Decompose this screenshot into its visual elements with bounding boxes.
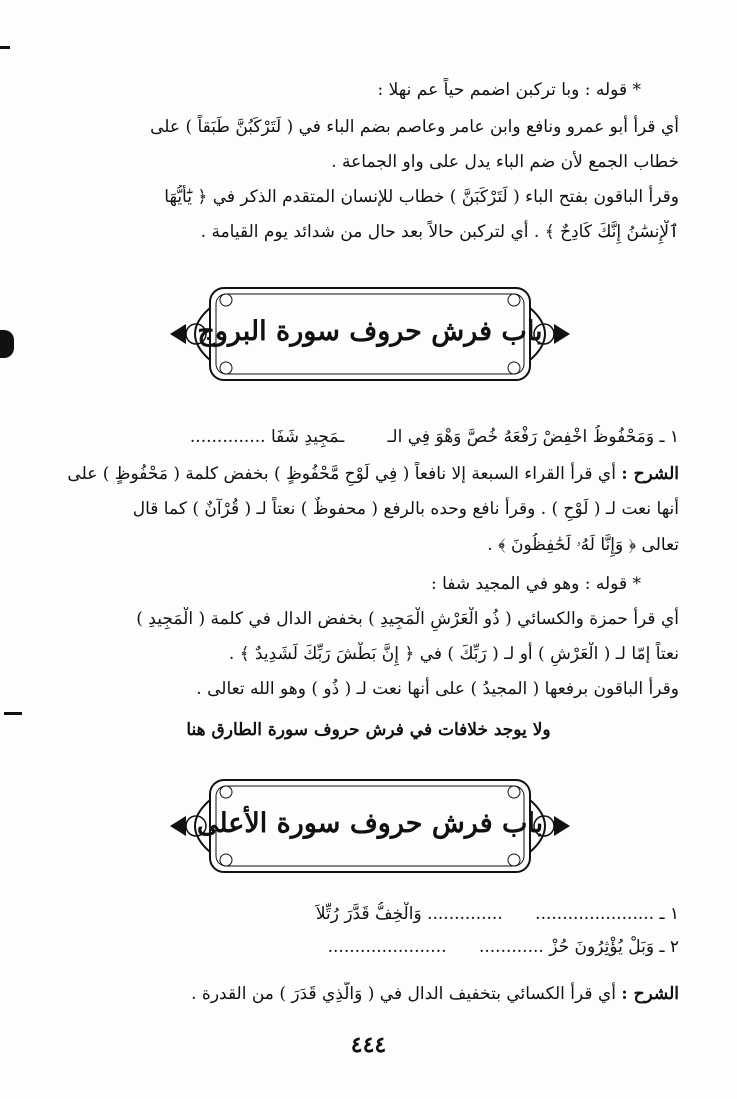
chapter-title: باب فرش حروف سورة الأعلى bbox=[196, 808, 544, 839]
verse-number: ١ ـ bbox=[659, 427, 679, 447]
verse-text-end: ـمَجِيدِ شَفَا bbox=[270, 427, 345, 447]
verse-number: ١ ـ bbox=[659, 904, 679, 924]
scan-mark bbox=[0, 330, 14, 358]
verse-line bbox=[58, 902, 679, 926]
verse-line bbox=[58, 425, 679, 449]
note-line: ولا يوجد خلافات في فرش حروف سورة الطارق هنا bbox=[186, 720, 551, 740]
scan-mark bbox=[0, 46, 10, 49]
body-line: ٱلْإِنسَٰنُ إِنَّكَ كَادِحٌ ﴾ . أي لتركبن حالاً بعد حال من شدائد يوم القيامة . bbox=[200, 222, 679, 242]
quote-line: * قوله : وبا تركبن اضمم حياً عم نهلا : bbox=[377, 80, 641, 100]
chapter-banner-ala bbox=[150, 770, 590, 882]
body-line: خطاب الجمع لأن ضم الباء يدل على واو الجماعة . bbox=[331, 152, 679, 172]
body-line bbox=[58, 982, 679, 1006]
quote-line: * قوله : وهو في المجيد شفا : bbox=[430, 574, 641, 594]
page-number: ٤٤٤ bbox=[350, 1032, 387, 1058]
body-line: وقرأ الباقون برفعها ( المجيدُ ) على أنها نعت لـ ( ذُو ) وهو الله تعالى . bbox=[196, 679, 679, 699]
body-line: أنها نعت لـ ( لَوْحٍ ) . وقرأ نافع وحده بالرفع ( محفوظٌ ) نعتاً لـ ( قُرْآنٌ ) كما قال bbox=[132, 499, 679, 519]
body-line: نعتاً إمّا لـ ( الْعَرْشِ ) أو لـ ( رَبِّكَ ) في ﴿ إِنَّ بَطْشَ رَبِّكَ لَشَدِيدٌ ﴾ . bbox=[228, 644, 679, 664]
verse-text: وَبَلْ يُؤْثِرُونَ حُزْ bbox=[549, 937, 655, 957]
verse-text: وَمَحْفُوظُ اخْفِضْ رَفْعَهُ خُصَّ وَهْوَ فِي الـ bbox=[387, 427, 655, 447]
sharh-text: أي قرأ الكسائي بتخفيف الدال في ( وَالَّذِي قَدَرَ ) من القدرة . bbox=[191, 984, 616, 1004]
verse-text: وَالْخِفُّ قَدَّرَ رُتِّلاَ bbox=[315, 904, 422, 924]
chapter-banner-buruj bbox=[150, 278, 590, 390]
verse-dots: .............. bbox=[189, 427, 266, 447]
body-line: وقرأ الباقون بفتح الباء ( لَتَرْكَبَنَّ ) خطاب للإنسان المتقدم الذكر في ﴿ يَٰٓأَيُّهَا bbox=[164, 187, 679, 207]
sharh-label: الشرح : bbox=[621, 464, 679, 484]
body-line bbox=[58, 462, 679, 486]
chapter-title: باب فرش حروف سورة البروج bbox=[197, 316, 543, 347]
body-line: أي قرأ حمزة والكسائي ( ذُو الْعَرْشِ الْمَجِيدِ ) بخفض الدال في كلمة ( الْمَجِيدِ ) bbox=[136, 609, 679, 629]
verse-dots: ...................... bbox=[535, 904, 655, 924]
verse-line bbox=[58, 935, 679, 959]
body-line: أي قرأ أبو عمرو ونافع وابن عامر وعاصم بضم الباء في ( لَتَرْكَبُنَّ طَبَقاً ) على bbox=[150, 117, 679, 137]
body-line: تعالى ﴿ وَإِنَّا لَهُۥ لَحَٰفِظُونَ ﴾ . bbox=[487, 535, 679, 555]
sharh-text: أي قرأ القراء السبعة إلا نافعاً ( فِي لَوْحٍ مَّحْفُوظٍ ) بخفض كلمة ( مَحْفُوظٍ ) على bbox=[67, 464, 616, 484]
scan-mark bbox=[4, 712, 22, 715]
verse-dots: ...................... bbox=[327, 937, 447, 957]
verse-number: ٢ ـ bbox=[659, 937, 679, 957]
sharh-label: الشرح : bbox=[621, 984, 679, 1004]
verse-dots: .............. bbox=[427, 904, 503, 924]
verse-dots: ............ bbox=[478, 937, 544, 957]
